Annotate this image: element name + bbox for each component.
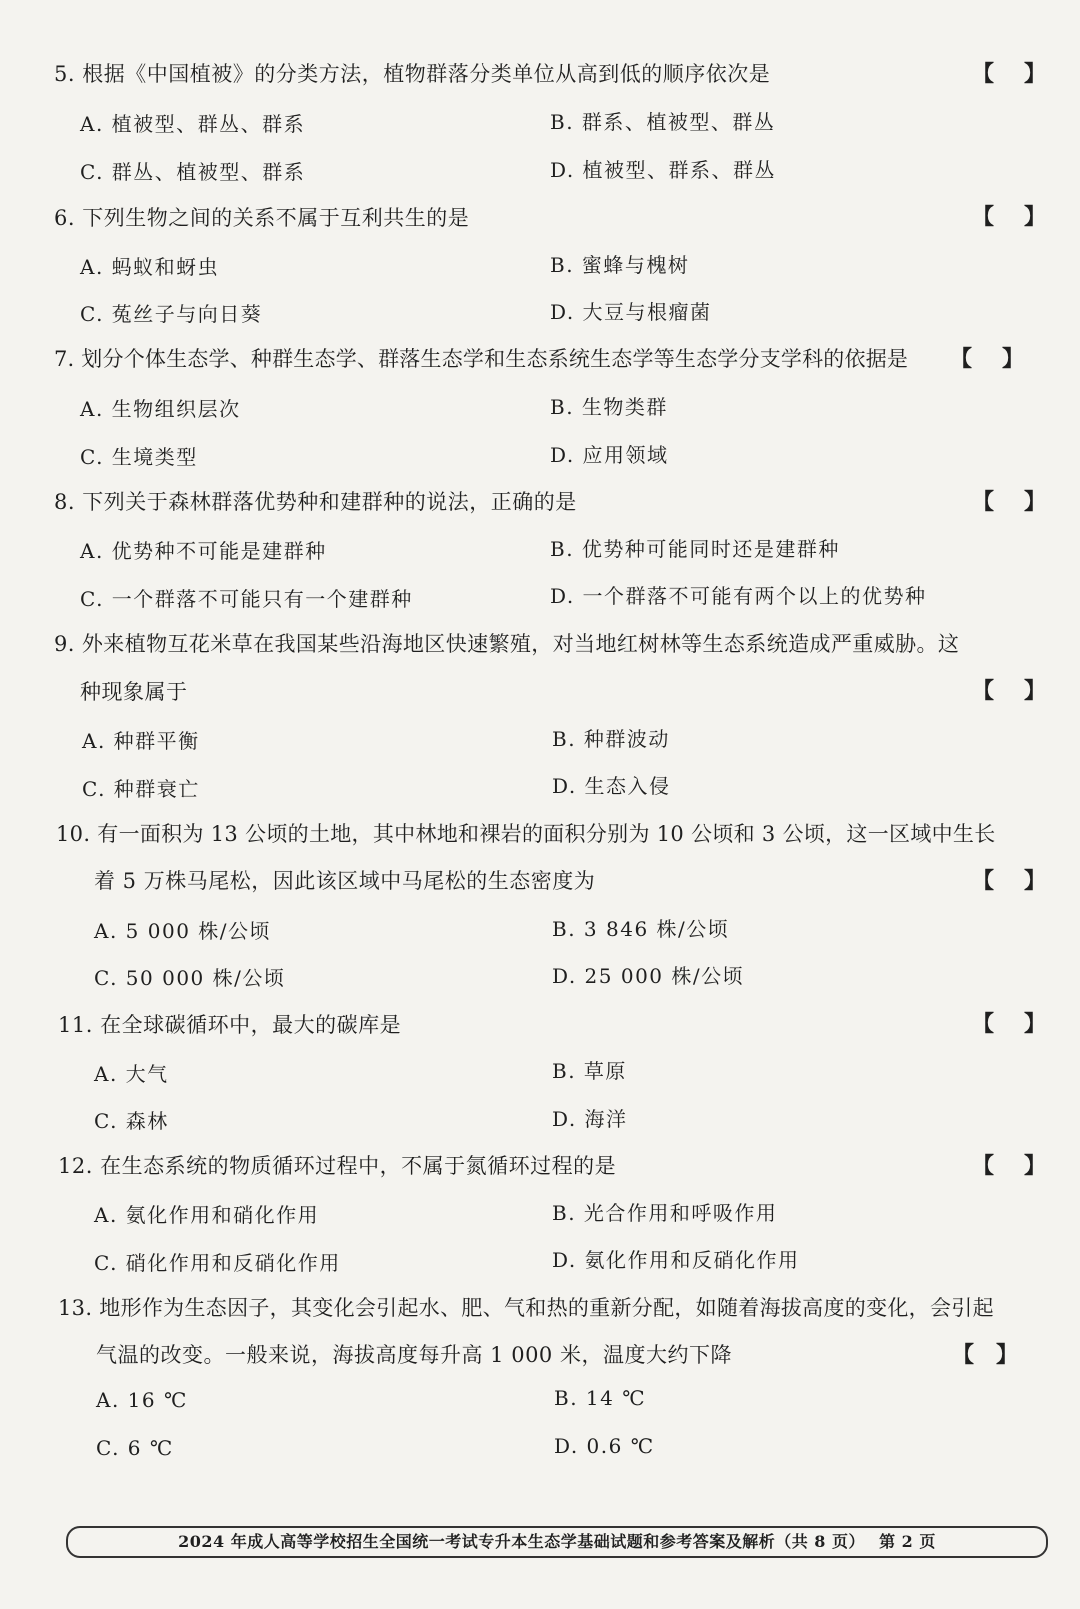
- answer-bracket: 【 】: [952, 1342, 1019, 1368]
- question-stem-continued: 气温的改变。一般来说，海拔高度每升高 1 000 米，温度大约下降: [96, 1343, 732, 1367]
- option-b: B. 14 ℃: [554, 1386, 647, 1410]
- question-stem: 11. 在全球碳循环中，最大的碳库是: [58, 1013, 402, 1037]
- answer-bracket: 【 】: [972, 489, 1047, 515]
- answer-bracket: 【 】: [972, 204, 1047, 230]
- option-d: D. 一个群落不可能有两个以上的优势种: [550, 584, 927, 608]
- option-d: D. 25 000 株/公顷: [552, 964, 745, 988]
- page-number: 第 2 页: [879, 1532, 936, 1551]
- option-a: A. 5 000 株/公顷: [94, 919, 272, 943]
- option-d: D. 生态入侵: [552, 774, 671, 798]
- question-stem: 7. 划分个体生态学、种群生态学、群落生态学和生态系统生态学等生态学分支学科的依据是: [54, 347, 909, 371]
- option-a: A. 生物组织层次: [80, 397, 241, 421]
- option-d: D. 海洋: [552, 1107, 628, 1131]
- option-d: D. 植被型、群系、群丛: [550, 158, 777, 182]
- option-c: C. 菟丝子与向日葵: [80, 302, 263, 326]
- option-b: B. 3 846 株/公顷: [552, 917, 730, 941]
- option-b: B. 草原: [552, 1059, 627, 1083]
- answer-bracket: 【 】: [972, 868, 1047, 894]
- question-stem: 9. 外来植物互花米草在我国某些沿海地区快速繁殖，对当地红树林等生态系统造成严重威胁。这: [54, 632, 960, 656]
- answer-bracket: 【 】: [950, 346, 1025, 372]
- option-c: C. 种群衰亡: [82, 777, 200, 801]
- option-a: A. 大气: [94, 1062, 169, 1086]
- question-stem: 5. 根据《中国植被》的分类方法，植物群落分类单位从高到低的顺序依次是: [54, 62, 771, 86]
- option-c: C. 50 000 株/公顷: [94, 966, 286, 990]
- footer-title: 2024 年成人高等学校招生全国统一考试专升本生态学基础试题和参考答案及解析（共 8 页）: [178, 1532, 866, 1551]
- option-a: A. 植被型、群丛、群系: [80, 112, 306, 136]
- option-c: C. 森林: [94, 1109, 169, 1133]
- option-c: C. 生境类型: [80, 445, 198, 469]
- option-a: A. 16 ℃: [96, 1388, 188, 1412]
- page-footer: [66, 1526, 1048, 1558]
- question-stem: 8. 下列关于森林群落优势种和建群种的说法，正确的是: [54, 490, 577, 514]
- option-c: C. 硝化作用和反硝化作用: [94, 1251, 341, 1275]
- option-d: D. 氨化作用和反硝化作用: [552, 1248, 800, 1272]
- option-a: A. 种群平衡: [82, 729, 200, 753]
- question-stem: 10. 有一面积为 13 公顷的土地，其中林地和裸岩的面积分别为 10 公顷和 3 公顷，这一区域中生长: [56, 822, 996, 846]
- answer-bracket: 【 】: [972, 61, 1047, 87]
- option-b: B. 蜜蜂与槐树: [550, 253, 690, 277]
- option-a: A. 优势种不可能是建群种: [80, 539, 327, 563]
- option-a: A. 蚂蚁和蚜虫: [80, 255, 220, 279]
- option-c: C. 群丛、植被型、群系: [80, 160, 306, 184]
- question-stem-continued: 种现象属于: [80, 680, 188, 704]
- question-stem: 12. 在生态系统的物质循环过程中，不属于氮循环过程的是: [58, 1154, 617, 1178]
- answer-bracket: 【 】: [972, 1011, 1047, 1037]
- option-d: D. 应用领域: [550, 443, 669, 467]
- question-stem: 13. 地形作为生态因子，其变化会引起水、肥、气和热的重新分配，如随着海拔高度的变化，会引起: [58, 1296, 994, 1320]
- option-c: C. 一个群落不可能只有一个建群种: [80, 587, 413, 611]
- option-b: B. 生物类群: [550, 395, 668, 419]
- option-d: D. 0.6 ℃: [554, 1434, 655, 1458]
- answer-bracket: 【 】: [972, 1153, 1047, 1179]
- question-stem-continued: 着 5 万株马尾松，因此该区域中马尾松的生态密度为: [94, 869, 596, 893]
- option-b: B. 种群波动: [552, 727, 670, 751]
- option-b: B. 群系、植被型、群丛: [550, 110, 776, 134]
- option-c: C. 6 ℃: [96, 1436, 174, 1460]
- option-a: A. 氨化作用和硝化作用: [94, 1203, 320, 1227]
- answer-bracket: 【 】: [972, 678, 1047, 704]
- option-b: B. 光合作用和呼吸作用: [552, 1201, 778, 1225]
- question-stem: 6. 下列生物之间的关系不属于互利共生的是: [54, 206, 470, 230]
- option-d: D. 大豆与根瘤菌: [550, 300, 712, 324]
- option-b: B. 优势种可能同时还是建群种: [550, 537, 840, 561]
